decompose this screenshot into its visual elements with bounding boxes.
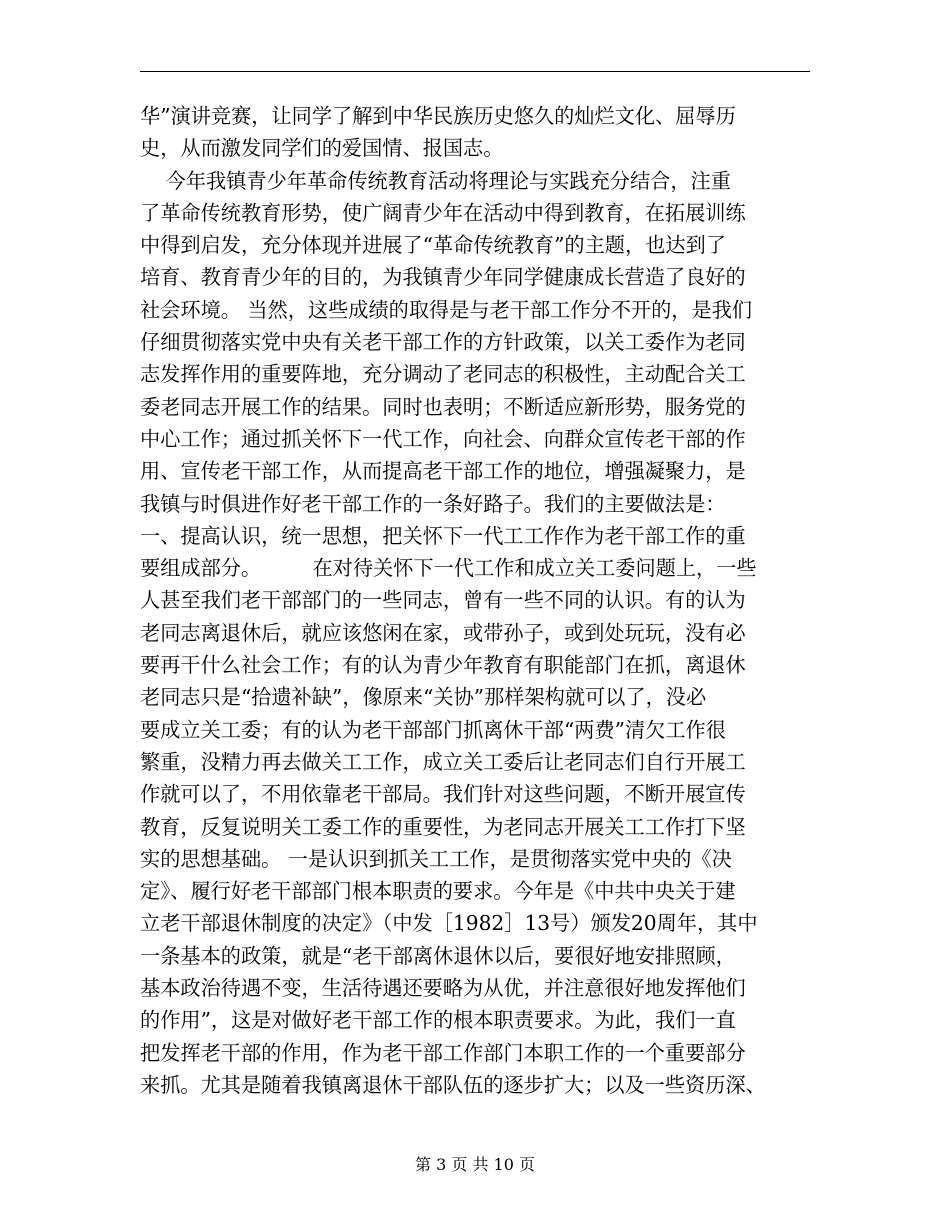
text-line: 要再干什么社会工作；有的认为青少年教育有职能部门在抓，离退休: [140, 653, 746, 678]
page-footer: 第 3 页 共 10 页: [415, 1155, 535, 1174]
text-line: 来抓。尤其是随着我镇离退休干部队伍的逐步扩大；以及一些资历深、: [140, 1072, 766, 1097]
text-line: 志发挥作用的重要阵地，充分调动了老同志的积极性，主动配合关工: [140, 362, 746, 387]
text-line: 史，从而激发同学们的爱国情、报国志。: [140, 136, 504, 161]
text-line: 把发挥老干部的作用，作为老干部工作部门本职工作的一个重要部分: [140, 1040, 746, 1065]
text-line: 仔细贯彻落实党中央有关老干部工作的方针政策，以关工委作为老同: [140, 330, 746, 355]
text-line: 老同志只是“拾遗补缺”，像原来“关协”那样架构就可以了，没必: [140, 685, 707, 710]
text-line: 华”演讲竞赛，让同学了解到中华民族历史悠久的灿烂文化、屈辱历: [140, 104, 736, 128]
text-line: 中心工作；通过抓关怀下一代工作，向社会、向群众宣传老干部的作: [140, 426, 746, 451]
text-line: 一、提高认识，统一思想，把关怀下一代工工作作为老干部工作的重: [140, 523, 746, 548]
document-body: [140, 100, 820, 1101]
text-line: 要成立关工委；有的认为老干部部门抓离休干部“两费”清欠工作很: [140, 717, 726, 742]
text-line: 委老同志开展工作的结果。同时也表明；不断适应新形势，服务党的: [140, 394, 746, 419]
text-line: 的作用”，这是对做好老干部工作的根本职责要求。为此，我们一直: [140, 1008, 736, 1033]
text-line: 中得到启发，充分体现并进展了“革命传统教育”的主题，也达到了: [140, 233, 726, 258]
text-line: 用、宣传老干部工作，从而提高老干部工作的地位，增强凝聚力，是: [140, 459, 746, 484]
text-line: 今年我镇青少年革命传统教育活动将理论与实践充分结合，注重: [140, 168, 731, 193]
text-line: 定》、履行好老干部部门根本职责的要求。今年是《中共中央关于建: [140, 879, 736, 904]
header-rule: [140, 71, 810, 72]
text-line: 了革命传统教育形势，使广阔青少年在活动中得到教育，在拓展训练: [140, 200, 746, 225]
text-line: 培育、教育青少年的目的，为我镇青少年同学健康成长营造了良好的: [140, 265, 746, 290]
text-line: 人甚至我们老干部部门的一些同志，曾有一些不同的认识。有的认为: [140, 588, 746, 613]
text-line: 我镇与时俱进作好老干部工作的一条好路子。我们的主要做法是：: [140, 491, 726, 516]
text-line: 基本政治待遇不变，生活待遇还要略为从优，并注意很好地发挥他们: [140, 976, 746, 1001]
text-line: 要组成部分。 在对待关怀下一代工作和成立关工委问题上，一些: [140, 556, 757, 581]
text-line: 作就可以了，不用依靠老干部局。我们针对这些问题，不断开展宣传: [140, 782, 746, 807]
text-line: 老同志离退休后，就应该悠闲在家，或带孙子，或到处玩玩，没有必: [140, 620, 746, 645]
text-line: 一条基本的政策，就是“老干部离休退休以后，要很好地安排照顾，: [140, 943, 736, 968]
text-line: 社会环境。 当然，这些成绩的取得是与老干部工作分不开的，是我们: [140, 297, 753, 322]
text-line: 立老干部退休制度的决定》（中发［1982］13号）颁发20周年，其中: [140, 911, 758, 936]
text-line: 教育，反复说明关工委工作的重要性，为老同志开展关工工作打下坚: [140, 814, 746, 839]
text-line: 实的思想基础。 一是认识到抓关工工作，是贯彻落实党中央的《决: [140, 846, 732, 871]
text-line: 繁重，没精力再去做关工工作，成立关工委后让老同志们自行开展工: [140, 749, 746, 774]
